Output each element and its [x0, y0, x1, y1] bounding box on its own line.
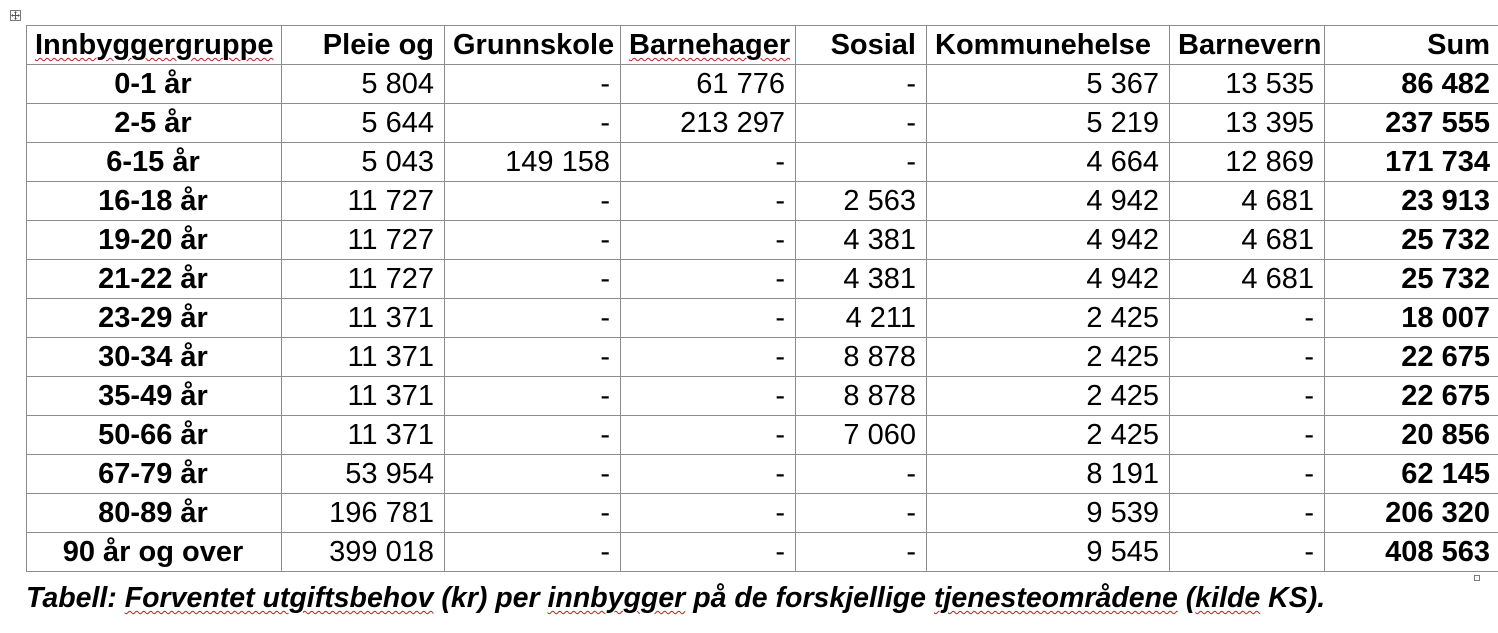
- cell-barnevern[interactable]: 13 395: [1170, 104, 1325, 143]
- move-arrows-icon: [11, 11, 20, 20]
- header-label: Barnehager: [629, 29, 791, 61]
- cell-group[interactable]: 23-29 år: [27, 299, 282, 338]
- cell-sosial[interactable]: 7 060: [796, 416, 927, 455]
- cell-kommunehelse[interactable]: 5 219: [927, 104, 1170, 143]
- cell-sosial[interactable]: -: [796, 143, 927, 182]
- table-row: [27, 494, 1498, 533]
- cell-barnehager[interactable]: -: [621, 377, 796, 416]
- cell-grunnskole[interactable]: -: [445, 416, 621, 455]
- cell-pleie-og[interactable]: 11 727: [282, 182, 445, 221]
- cell-pleie-og[interactable]: 11 371: [282, 338, 445, 377]
- caption-segment: på de forskjellige: [685, 582, 934, 614]
- cell-sum[interactable]: 20 856: [1325, 416, 1498, 455]
- cell-grunnskole[interactable]: -: [445, 260, 621, 299]
- cell-barnevern[interactable]: 4 681: [1170, 260, 1325, 299]
- header-pleie-og[interactable]: Pleie og: [282, 26, 445, 65]
- cell-kommunehelse[interactable]: 4 664: [927, 143, 1170, 182]
- cell-pleie-og[interactable]: 11 727: [282, 260, 445, 299]
- cell-barnehager[interactable]: -: [621, 533, 796, 572]
- table-caption: [26, 578, 1325, 618]
- cell-sum[interactable]: 18 007: [1325, 299, 1498, 338]
- table-row: [27, 65, 1498, 104]
- cell-grunnskole[interactable]: -: [445, 65, 621, 104]
- cell-group[interactable]: 19-20 år: [27, 221, 282, 260]
- caption-segment: Forventet utgiftsbehov: [124, 582, 434, 614]
- cell-group[interactable]: 6-15 år: [27, 143, 282, 182]
- expenditure-table: [26, 25, 1498, 572]
- cell-pleie-og[interactable]: 11 371: [282, 416, 445, 455]
- table-row: [27, 299, 1498, 338]
- cell-group[interactable]: 67-79 år: [27, 455, 282, 494]
- cell-barnehager[interactable]: 61 776: [621, 65, 796, 104]
- header-sum[interactable]: Sum: [1325, 26, 1498, 65]
- cell-pleie-og[interactable]: 5 043: [282, 143, 445, 182]
- table-row: [27, 104, 1498, 143]
- header-kommunehelse[interactable]: Kommunehelse: [927, 26, 1170, 65]
- cell-sosial[interactable]: -: [796, 65, 927, 104]
- cell-sum[interactable]: 171 734: [1325, 143, 1498, 182]
- cell-sum[interactable]: 23 913: [1325, 182, 1498, 221]
- cell-barnevern[interactable]: 4 681: [1170, 221, 1325, 260]
- cell-pleie-og[interactable]: 53 954: [282, 455, 445, 494]
- cell-pleie-og[interactable]: 11 371: [282, 299, 445, 338]
- cell-kommunehelse[interactable]: 9 545: [927, 533, 1170, 572]
- cell-barnevern[interactable]: 4 681: [1170, 182, 1325, 221]
- cell-kommunehelse[interactable]: 5 367: [927, 65, 1170, 104]
- cell-barnevern[interactable]: -: [1170, 455, 1325, 494]
- table-row: [27, 377, 1498, 416]
- cell-kommunehelse[interactable]: 2 425: [927, 338, 1170, 377]
- cell-grunnskole[interactable]: -: [445, 377, 621, 416]
- cell-group[interactable]: 30-34 år: [27, 338, 282, 377]
- cell-kommunehelse[interactable]: 8 191: [927, 455, 1170, 494]
- cell-pleie-og[interactable]: 11 727: [282, 221, 445, 260]
- cell-group[interactable]: 0-1 år: [27, 65, 282, 104]
- table-row: [27, 143, 1498, 182]
- header-barnehager[interactable]: [621, 26, 796, 65]
- table-row: [27, 182, 1498, 221]
- cell-grunnskole[interactable]: -: [445, 104, 621, 143]
- caption-segment: tjenesteområdene: [933, 582, 1178, 614]
- cell-sum[interactable]: 408 563: [1325, 533, 1498, 572]
- cell-pleie-og[interactable]: 11 371: [282, 377, 445, 416]
- caption-segment: kilde: [1195, 582, 1261, 614]
- table-move-handle-icon[interactable]: [10, 10, 21, 21]
- cell-group[interactable]: 50-66 år: [27, 416, 282, 455]
- cell-grunnskole[interactable]: -: [445, 533, 621, 572]
- table-row: [27, 338, 1498, 377]
- cell-sosial[interactable]: -: [796, 455, 927, 494]
- table-row: [27, 416, 1498, 455]
- cell-group[interactable]: 16-18 år: [27, 182, 282, 221]
- cell-group[interactable]: 80-89 år: [27, 494, 282, 533]
- cell-barnehager[interactable]: -: [621, 221, 796, 260]
- cell-sum[interactable]: 206 320: [1325, 494, 1498, 533]
- table-row: [27, 455, 1498, 494]
- cell-barnevern[interactable]: -: [1170, 377, 1325, 416]
- cell-grunnskole[interactable]: -: [445, 455, 621, 494]
- cell-group[interactable]: 21-22 år: [27, 260, 282, 299]
- table-row: [27, 533, 1498, 572]
- cell-sosial[interactable]: -: [796, 494, 927, 533]
- cell-sosial[interactable]: 4 381: [796, 221, 927, 260]
- cell-sum[interactable]: 22 675: [1325, 338, 1498, 377]
- cell-sosial[interactable]: 2 563: [796, 182, 927, 221]
- cell-sosial[interactable]: 8 878: [796, 377, 927, 416]
- cell-barnehager[interactable]: -: [621, 143, 796, 182]
- cell-barnevern[interactable]: -: [1170, 494, 1325, 533]
- cell-barnevern[interactable]: -: [1170, 299, 1325, 338]
- cell-barnehager[interactable]: -: [621, 494, 796, 533]
- cell-group[interactable]: 90 år og over: [27, 533, 282, 572]
- caption-segment: (: [1177, 582, 1196, 614]
- cell-pleie-og[interactable]: 196 781: [282, 494, 445, 533]
- cell-sum[interactable]: 25 732: [1325, 260, 1498, 299]
- cell-group[interactable]: 2-5 år: [27, 104, 282, 143]
- cell-kommunehelse[interactable]: 4 942: [927, 260, 1170, 299]
- cell-barnevern[interactable]: 12 869: [1170, 143, 1325, 182]
- cell-barnehager[interactable]: -: [621, 455, 796, 494]
- cell-sosial[interactable]: 4 381: [796, 260, 927, 299]
- table-body: [27, 65, 1498, 572]
- cell-barnevern[interactable]: 13 535: [1170, 65, 1325, 104]
- cell-kommunehelse[interactable]: 2 425: [927, 377, 1170, 416]
- cell-sum[interactable]: 25 732: [1325, 221, 1498, 260]
- table-row: [27, 260, 1498, 299]
- header-barnevern[interactable]: Barnevern: [1170, 26, 1325, 65]
- cell-group[interactable]: 35-49 år: [27, 377, 282, 416]
- cell-sosial[interactable]: 8 878: [796, 338, 927, 377]
- cell-barnehager[interactable]: -: [621, 260, 796, 299]
- cell-grunnskole[interactable]: -: [445, 299, 621, 338]
- cell-grunnskole[interactable]: -: [445, 221, 621, 260]
- cell-pleie-og[interactable]: 5 804: [282, 65, 445, 104]
- cell-grunnskole[interactable]: 149 158: [445, 143, 621, 182]
- header-grunnskole[interactable]: Grunnskole: [445, 26, 621, 65]
- caption-segment: (kr) per: [433, 582, 548, 614]
- header-innbyggergruppe[interactable]: [27, 26, 282, 65]
- cell-sosial[interactable]: -: [796, 104, 927, 143]
- table-row: [27, 221, 1498, 260]
- cell-barnehager[interactable]: -: [621, 182, 796, 221]
- caption-segment: KS).: [1260, 582, 1326, 614]
- cell-kommunehelse[interactable]: 4 942: [927, 221, 1170, 260]
- cell-sosial[interactable]: 4 211: [796, 299, 927, 338]
- cell-kommunehelse[interactable]: 2 425: [927, 299, 1170, 338]
- header-label: Innbyggergruppe: [35, 29, 274, 61]
- cell-pleie-og[interactable]: 399 018: [282, 533, 445, 572]
- cell-grunnskole[interactable]: -: [445, 494, 621, 533]
- cell-barnehager[interactable]: 213 297: [621, 104, 796, 143]
- cell-barnehager[interactable]: -: [621, 338, 796, 377]
- cell-sum[interactable]: 237 555: [1325, 104, 1498, 143]
- cell-sum[interactable]: 62 145: [1325, 455, 1498, 494]
- cell-kommunehelse[interactable]: 9 539: [927, 494, 1170, 533]
- cell-barnevern[interactable]: -: [1170, 416, 1325, 455]
- cell-kommunehelse[interactable]: 4 942: [927, 182, 1170, 221]
- cell-sosial[interactable]: -: [796, 533, 927, 572]
- cell-barnevern[interactable]: -: [1170, 338, 1325, 377]
- table-header-row: [27, 26, 1498, 65]
- cell-grunnskole[interactable]: -: [445, 338, 621, 377]
- cell-sum[interactable]: 86 482: [1325, 65, 1498, 104]
- cell-sum[interactable]: 22 675: [1325, 377, 1498, 416]
- header-sosial[interactable]: Sosial: [796, 26, 927, 65]
- cell-barnevern[interactable]: -: [1170, 533, 1325, 572]
- cell-barnehager[interactable]: -: [621, 416, 796, 455]
- caption-segment: Tabell:: [26, 582, 125, 614]
- cell-kommunehelse[interactable]: 2 425: [927, 416, 1170, 455]
- cell-grunnskole[interactable]: -: [445, 182, 621, 221]
- table-resize-handle-icon[interactable]: [1474, 575, 1480, 581]
- caption-segment: innbygger: [547, 582, 686, 614]
- cell-pleie-og[interactable]: 5 644: [282, 104, 445, 143]
- cell-barnehager[interactable]: -: [621, 299, 796, 338]
